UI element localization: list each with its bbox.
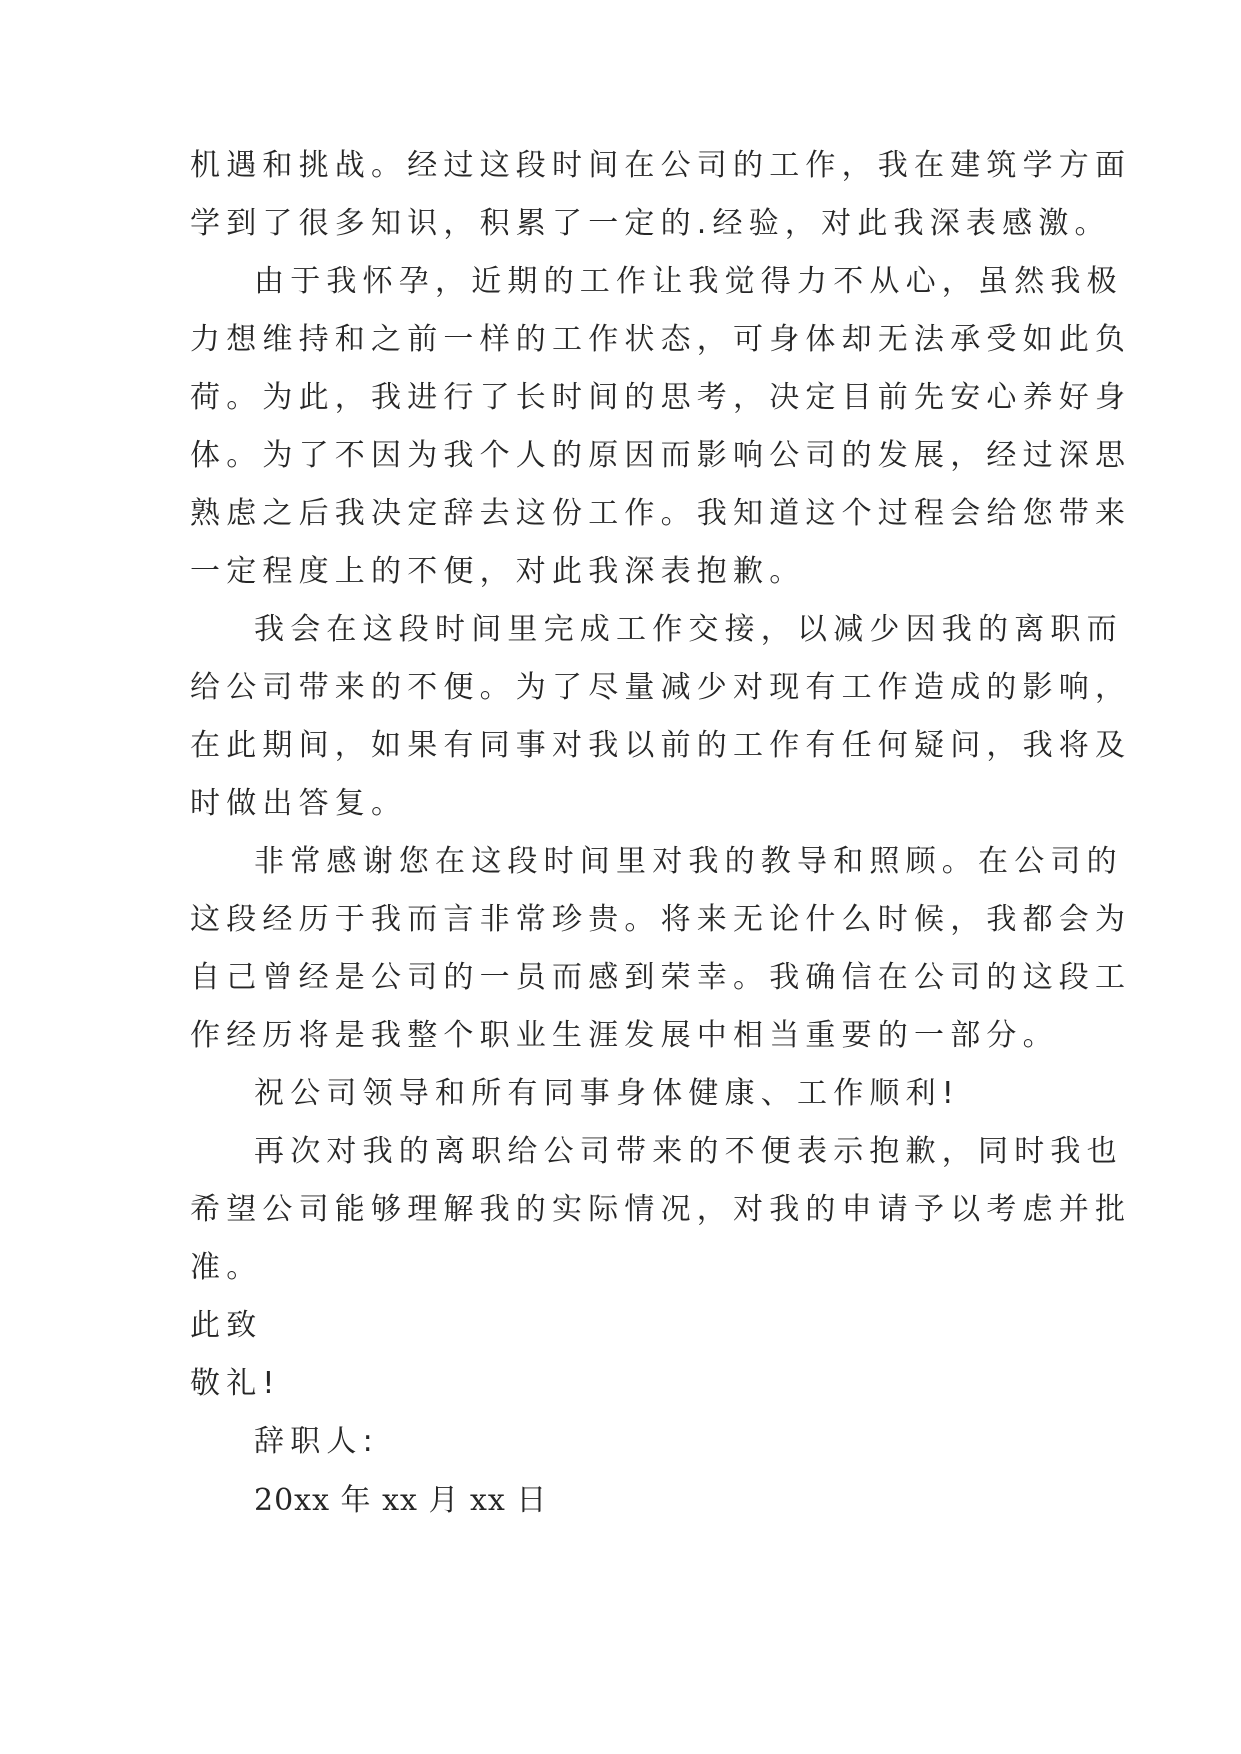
paragraph-line: 由于我怀孕，近期的工作让我觉得力不从心，虽然我极 bbox=[254, 264, 1123, 299]
letter-date: 20xx 年 xx 月 xx 日 bbox=[254, 1483, 548, 1518]
paragraph-line: 在此期间，如果有同事对我以前的工作有任何疑问，我将及 bbox=[190, 728, 1132, 763]
paragraph-line: 作经历将是我整个职业生涯发展中相当重要的一部分。 bbox=[190, 1018, 1059, 1053]
paragraph-line: 非常感谢您在这段时间里对我的教导和照顾。在公司的 bbox=[254, 844, 1123, 879]
paragraph-line: 荷。为此，我进行了长时间的思考，决定目前先安心养好身 bbox=[190, 380, 1132, 415]
paragraph-line: 机遇和挑战。经过这段时间在公司的工作，我在建筑学方面 bbox=[190, 148, 1132, 183]
paragraph-line: 我会在这段时间里完成工作交接，以减少因我的离职而 bbox=[254, 612, 1123, 647]
paragraph-line: 熟虑之后我决定辞去这份工作。我知道这个过程会给您带来 bbox=[190, 496, 1132, 531]
paragraph-line: 这段经历于我而言非常珍贵。将来无论什么时候，我都会为 bbox=[190, 902, 1132, 937]
paragraph-line: 再次对我的离职给公司带来的不便表示抱歉，同时我也 bbox=[254, 1134, 1123, 1169]
signer-label: 辞职人: bbox=[254, 1424, 379, 1459]
paragraph-line: 祝公司领导和所有同事身体健康、工作顺利! bbox=[254, 1076, 961, 1111]
closing-regards: 敬礼! bbox=[190, 1366, 281, 1401]
paragraph-line: 自己曾经是公司的一员而感到荣幸。我确信在公司的这段工 bbox=[190, 960, 1132, 995]
paragraph-line: 一定程度上的不便，对此我深表抱歉。 bbox=[190, 554, 806, 589]
paragraph-line: 体。为了不因为我个人的原因而影响公司的发展，经过深思 bbox=[190, 438, 1132, 473]
paragraph-line: 希望公司能够理解我的实际情况，对我的申请予以考虑并批 bbox=[190, 1192, 1132, 1227]
paragraph-line: 学到了很多知识，积累了一定的.经验，对此我深表感激。 bbox=[190, 206, 1111, 241]
paragraph-line: 准。 bbox=[190, 1250, 263, 1285]
paragraph-line: 时做出答复。 bbox=[190, 786, 408, 821]
paragraph-line: 给公司带来的不便。为了尽量减少对现有工作造成的影响， bbox=[190, 670, 1132, 705]
closing-salutation: 此致 bbox=[190, 1308, 263, 1343]
paragraph-line: 力想维持和之前一样的工作状态，可身体却无法承受如此负 bbox=[190, 322, 1132, 357]
